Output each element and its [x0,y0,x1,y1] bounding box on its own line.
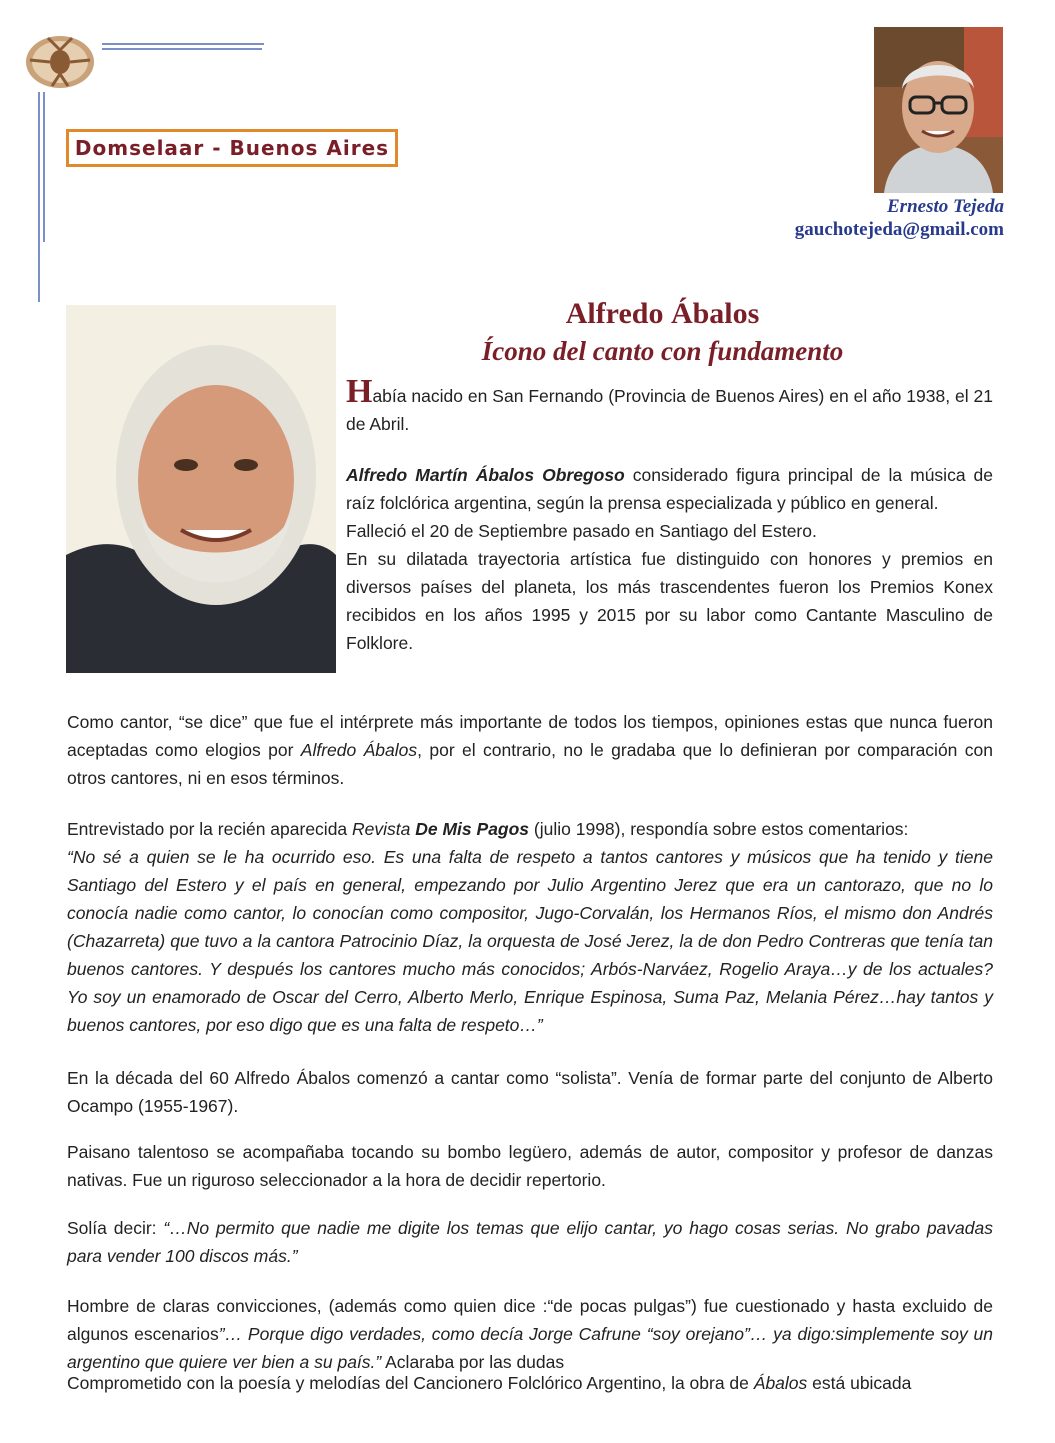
drop-cap: H [346,373,373,410]
convictions-quote: ”… Porque digo verdades, como decía Jorge Cafrune “soy orejano”… ya digo:simplemente soy un argentino que quiere ver bien a su país.” [67,1324,993,1372]
portrait-photo [66,305,336,673]
paragraph-text: considerado figura principal de la música de raíz folclórica argentina, según la prensa especializada y público en general. [346,465,994,513]
paragraph-talent [67,1138,993,1194]
paragraph-saying [67,1214,993,1270]
paragraph-text: , por el contrario, no le gradaba que lo definieran por comparación con otros cantores, ni en esos términos. [67,740,993,788]
paragraph-text: abía nacido en San Fernando (Provincia de Buenos Aires) en el año 1938, el 21 de Abril. [346,386,993,434]
name-italic: Alfredo Ábalos [300,740,418,760]
paragraph-work [67,1369,993,1397]
location-badge [66,129,398,167]
interview-quote: “No sé a quien se le ha ocurrido eso. Es una falta de respeto a tantos cantores y músicos que ha tenido y tiene Santiago del Estero y el país en general, empezando por Julio Argentino Jerez que era un cantorazo, que no lo conocía nadie como cantor, lo conocían como compositor, Jugo-Corvalán, los Hermanos Ríos, el mismo don Andrés (Chazarreta) que tuvo a la cantora Patrocinio Díaz, la orquesta de José Jerez, la de don Pedro Contreras que tenía tan buenos cantores. Y después los cantores mucho más conocidos; Arbós-Narváez, Rogelio Araya…y de los actuales? Yo soy un enamorado de Oscar del Cerro, Alberto Merlo, Enrique Espinosa, Suma Paz, Melania Pérez…hay tantos y buenos cantores, por eso digo que es una falta de respeto…” [67,847,993,1035]
author-name: Ernesto Tejeda [887,196,1004,217]
paragraph-intro [346,461,993,657]
location-label: Domselaar - Buenos Aires [74,136,390,160]
decorative-vertical-line [38,92,40,302]
decorative-horizontal-line [102,48,262,50]
decorative-horizontal-line [102,43,264,45]
magazine-name: De Mis Pagos [415,819,530,839]
paragraph-text: Como cantor, “se dice” que fue el intérprete más importante de todos los tiempos, opiniones estas que nunca fueron aceptadas como elogios por [67,712,993,760]
paragraph-convictions [67,1292,993,1376]
logo-icon [22,30,98,90]
paragraph-text: En la década del 60 Alfredo Ábalos comenzó a cantar como “solista”. Venía de formar parte del conjunto de Alberto Ocampo (1955-1967). [67,1068,993,1116]
full-name: Alfredo Martín Ábalos Obregoso [346,465,625,485]
paragraph-text: Aclaraba por las dudas [381,1352,565,1372]
article-title: Alfredo Ábalos [565,297,760,330]
magazine-label: Revista [352,819,416,839]
paragraph-awards: En su dilatada trayectoria artística fue distinguido con honores y premios en diversos países del planeta, los más trascendentes fueron los Premios Konex recibidos en los años 1995 y 2015 por su labor como Cantante Masculino de Folklore. [346,549,993,653]
paragraph-text: (julio 1998), respondía sobre estos comentarios: [529,819,909,839]
paragraph-singer [67,708,993,792]
paragraph-birth [346,373,993,438]
paragraph-text: Entrevistado por la recién aparecida [67,819,353,839]
decorative-vertical-line [43,92,45,242]
author-photo [874,27,1003,193]
paragraph-sixties [67,1064,993,1120]
saying-quote: “…No permito que nadie me digite los temas que elijo cantar, yo hago cosas serias. No grabo pavadas para vender 100 discos más.” [67,1218,993,1266]
name-italic: Ábalos [753,1373,808,1393]
paragraph-death: Falleció el 20 de Septiembre pasado en Santiago del Estero. [346,521,817,541]
paragraph-text: Paisano talentoso se acompañaba tocando su bombo legüero, además de autor, compositor y profesor de danzas nativas. Fue un riguroso seleccionador a la hora de decidir repertorio. [67,1142,993,1190]
article-subtitle: Ícono del canto con fundamento [481,336,844,366]
paragraph-text: está ubicada [807,1373,912,1393]
paragraph-text: Comprometido con la poesía y melodías del Cancionero Folclórico Argentino, la obra de [67,1373,754,1393]
paragraph-text: Solía decir: [67,1218,164,1238]
paragraph-interview [67,815,993,1039]
author-email[interactable]: gauchotejeda@gmail.com [794,219,1004,240]
paragraph-text: Hombre de claras convicciones, (además como quien dice :“de pocas pulgas”) fue cuestionado y hasta excluido de algunos escenarios [67,1296,993,1344]
